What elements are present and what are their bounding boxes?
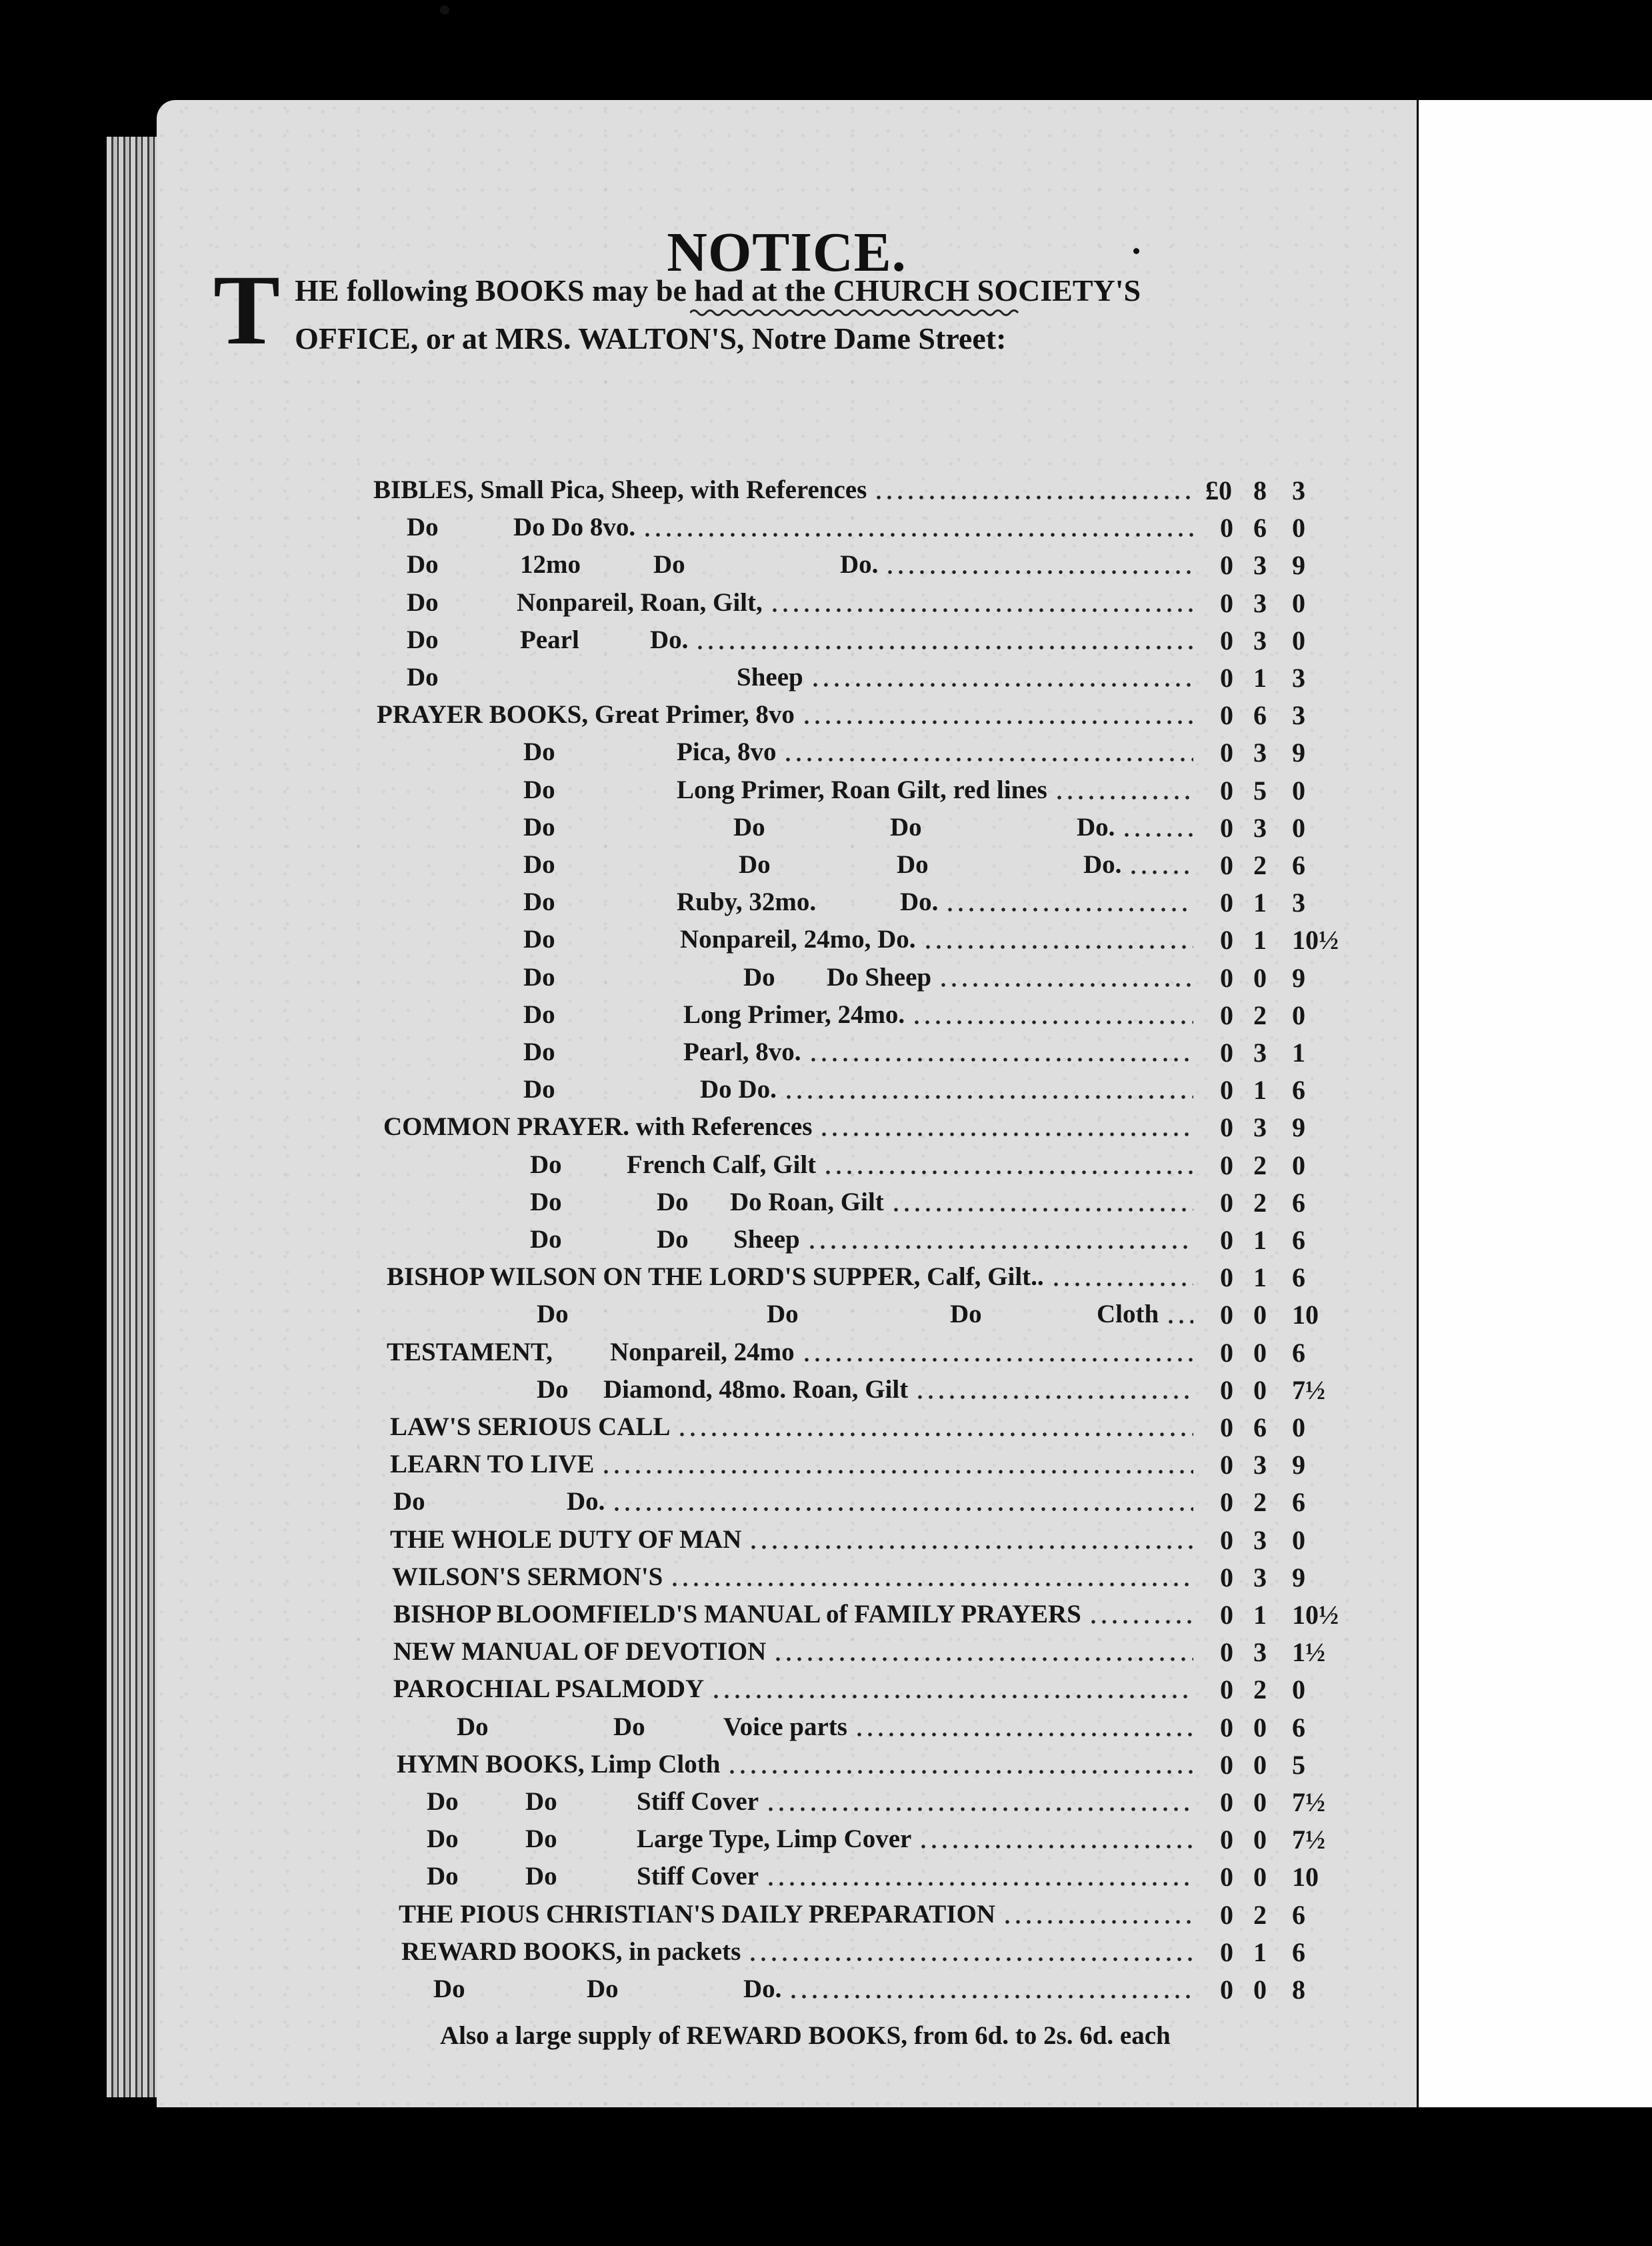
ink-speck [1133, 248, 1139, 254]
item-text-c3: Do Roan, Gilt [730, 1187, 884, 1216]
dot-leader [823, 1170, 1193, 1175]
price-shillings: 0 [1253, 1975, 1267, 2005]
list-item [0, 1824, 1652, 1861]
price-shillings: 3 [1253, 588, 1267, 618]
price-pounds: 0 [1220, 1262, 1233, 1293]
list-item [0, 1224, 1652, 1262]
list-item [0, 1562, 1652, 1599]
price-pence: 1½ [1292, 1637, 1325, 1668]
item-text-c1: Do [523, 1075, 555, 1104]
list-item [0, 625, 1652, 662]
price-shillings: 3 [1253, 550, 1267, 581]
price-pounds: 0 [1220, 1749, 1233, 1780]
item-text-c2: Do [613, 1712, 645, 1741]
price-pounds: 0 [1220, 1787, 1233, 1817]
price-pounds: 0 [1220, 775, 1233, 806]
price-shillings: 3 [1253, 1562, 1267, 1592]
list-item [0, 1262, 1652, 1299]
price-pounds: 0 [1220, 1487, 1233, 1518]
dot-leader [1165, 1319, 1193, 1324]
dot-leader [1002, 1919, 1193, 1925]
item-text-c2: Do [525, 1825, 557, 1854]
price-shillings: 1 [1253, 888, 1267, 918]
price-pounds: 0 [1220, 1000, 1233, 1030]
item-text-c2: Do [767, 1300, 799, 1329]
dot-leader [801, 1357, 1193, 1362]
price-pence: 3 [1292, 888, 1305, 918]
dot-leader [669, 1582, 1193, 1587]
dot-leader [1088, 1619, 1193, 1624]
item-text-c3: Sheep [733, 1225, 800, 1254]
price-pence: 7½ [1292, 1825, 1325, 1855]
dot-leader [765, 1881, 1193, 1887]
list-item [0, 1749, 1652, 1787]
item-text-c2: French Calf, Gilt [627, 1150, 817, 1179]
price-shillings: 6 [1253, 513, 1267, 543]
list-item [0, 700, 1652, 737]
item-text-c1: Do [407, 625, 439, 654]
list-item [0, 1000, 1652, 1037]
price-pounds: 0 [1220, 1899, 1233, 1930]
item-text-c1: BIBLES, Small Pica, Sheep, with References [373, 475, 867, 504]
item-text-c2: Do [739, 850, 771, 879]
item-text-c3: Do. [900, 888, 939, 917]
item-text-c4: Do. [1077, 812, 1115, 842]
price-shillings: 1 [1253, 663, 1267, 693]
price-shillings: 0 [1253, 962, 1267, 993]
item-text-c1: Do [523, 888, 555, 917]
item-text-c1: PAROCHIAL PSALMODY [393, 1674, 705, 1704]
list-item [0, 662, 1652, 700]
dot-leader [1128, 870, 1193, 875]
item-text-c2: Do [657, 1225, 689, 1254]
intro-line-1: HE following BOOKS may be had at the CHURCH SOCIETY'S [295, 273, 1141, 307]
item-text-c2: Nonpareil, 24mo [610, 1337, 795, 1366]
list-item [0, 512, 1652, 549]
list-item [0, 1187, 1652, 1224]
item-text-c1: TESTAMENT, [387, 1337, 553, 1366]
price-pence: 7½ [1292, 1374, 1325, 1405]
item-text-c4: Do. [1083, 850, 1122, 879]
dot-leader [677, 1432, 1193, 1437]
price-pence: 6 [1292, 1937, 1305, 1967]
item-text-c1: BISHOP BLOOMFIELD'S MANUAL of FAMILY PRAYERS [393, 1600, 1081, 1628]
item-text-c3: Stiff Cover [637, 1787, 759, 1816]
price-pence: 6 [1292, 1262, 1305, 1293]
dot-leader [783, 757, 1193, 762]
price-pence: 6 [1292, 850, 1305, 880]
price-pounds: 0 [1220, 1712, 1233, 1743]
price-shillings: 1 [1253, 925, 1267, 956]
price-shillings: 0 [1253, 1712, 1267, 1743]
price-shillings: 3 [1253, 1450, 1267, 1480]
dot-leader [911, 1020, 1193, 1025]
price-pounds: 0 [1220, 812, 1233, 843]
price-pence: 8 [1292, 1975, 1305, 2005]
dot-leader [873, 495, 1193, 500]
list-item [0, 1486, 1652, 1524]
ink-speck [440, 5, 449, 15]
price-pounds: 0 [1220, 1674, 1233, 1705]
price-pounds: 0 [1220, 1450, 1233, 1480]
price-pounds: 0 [1220, 1112, 1233, 1143]
price-pounds: 0 [1220, 1075, 1233, 1106]
price-pounds: 0 [1220, 625, 1233, 656]
price-shillings: 2 [1253, 1899, 1267, 1930]
item-text-c2: Ruby, 32mo. [677, 888, 817, 917]
item-text-c2: Do [733, 812, 765, 842]
price-shillings: 3 [1253, 812, 1267, 843]
price-pence: 0 [1292, 513, 1305, 543]
price-shillings: 8 [1253, 475, 1267, 505]
dot-leader [808, 1057, 1193, 1062]
dot-leader [747, 1957, 1193, 1962]
item-text-c1: WILSON'S SERMON'S [392, 1562, 663, 1591]
price-shillings: 0 [1253, 1749, 1267, 1780]
item-text-c2: Pearl [520, 625, 579, 654]
list-item [0, 588, 1652, 625]
price-pounds: 0 [1220, 1374, 1233, 1405]
price-shillings: 3 [1253, 738, 1267, 768]
intro-paragraph [213, 255, 1307, 365]
list-item [0, 1712, 1652, 1749]
price-pence: 5 [1292, 1749, 1305, 1780]
price-shillings: 0 [1253, 1337, 1267, 1368]
price-shillings: 1 [1253, 1262, 1267, 1293]
list-item [0, 737, 1652, 774]
item-text-c1: Do [530, 1150, 562, 1179]
price-pounds: 0 [1220, 1862, 1233, 1893]
price-pence: 6 [1292, 1337, 1305, 1368]
price-shillings: 0 [1253, 1374, 1267, 1405]
list-item [0, 1674, 1652, 1711]
price-pence: 0 [1292, 1412, 1305, 1442]
item-text-c1: COMMON PRAYER. with References [383, 1112, 813, 1142]
item-text-c1: BISHOP WILSON ON THE LORD'S SUPPER, Calf, Gilt.. [387, 1262, 1044, 1292]
price-pence: 9 [1292, 1112, 1305, 1143]
item-text-c3: Do [950, 1300, 982, 1329]
price-shillings: 2 [1253, 1150, 1267, 1180]
list-item [0, 475, 1652, 512]
price-pounds: 0 [1220, 1300, 1233, 1330]
dot-leader [810, 682, 1193, 688]
price-pounds: 0 [1220, 962, 1233, 993]
price-shillings: 0 [1253, 1825, 1267, 1855]
list-item [0, 1299, 1652, 1336]
list-item [0, 850, 1652, 887]
price-pounds: 0 [1220, 1412, 1233, 1442]
item-text-c2: Nonpareil, Roan, Gilt, [517, 588, 763, 617]
dot-leader [918, 1844, 1193, 1849]
price-pence: 10½ [1292, 925, 1339, 956]
footer-note: Also a large supply of REWARD BOOKS, from 6d. to 2s. 6d. each [440, 2021, 1171, 2050]
item-text-c4: Do. [840, 550, 879, 580]
list-item [0, 962, 1652, 1000]
price-pence: 6 [1292, 1899, 1305, 1930]
item-text-c1: PRAYER BOOKS, Great Primer, 8vo [377, 700, 795, 730]
list-item [0, 1150, 1652, 1187]
price-pence: 7½ [1292, 1787, 1325, 1817]
price-pounds: 0 [1220, 1524, 1233, 1555]
price-pounds: 0 [1220, 1600, 1233, 1630]
item-text-c3: Do. [743, 1975, 782, 2003]
item-text-c1: Do [523, 925, 555, 954]
price-shillings: 0 [1253, 1787, 1267, 1817]
price-pence: 10 [1292, 1862, 1319, 1893]
price-shillings: 1 [1253, 1225, 1267, 1255]
price-pounds: 0 [1220, 1150, 1233, 1180]
price-pence: 3 [1292, 700, 1305, 731]
dot-leader [611, 1506, 1193, 1512]
item-text-c2: Do. [567, 1487, 605, 1516]
item-text-c3: Do [653, 550, 685, 580]
item-text-c3: Sheep [737, 663, 803, 692]
price-pounds: 0 [1220, 700, 1233, 731]
item-text-c1: Do [433, 1975, 465, 2003]
drop-cap: T [213, 255, 281, 365]
item-text-c3: Voice parts [723, 1712, 847, 1741]
price-pence: 0 [1292, 625, 1305, 656]
list-item [0, 1599, 1652, 1636]
price-pence: 9 [1292, 1450, 1305, 1480]
item-text-c1: Do [537, 1300, 569, 1329]
price-pounds: 0 [1220, 1975, 1233, 2005]
price-pence: 10½ [1292, 1600, 1339, 1630]
price-pounds: £0 [1205, 475, 1232, 505]
price-shillings: 3 [1253, 1112, 1267, 1143]
item-text-c3: Do Sheep [827, 962, 932, 992]
list-item [0, 1037, 1652, 1074]
list-item [0, 1636, 1652, 1674]
item-text-c1: HYMN BOOKS, Limp Cloth [397, 1749, 721, 1779]
price-pounds: 0 [1220, 550, 1233, 581]
price-shillings: 6 [1253, 700, 1267, 731]
list-item [0, 1524, 1652, 1562]
price-pence: 9 [1292, 738, 1305, 768]
list-item [0, 1787, 1652, 1824]
dot-leader [1121, 832, 1193, 838]
dot-leader [788, 1994, 1193, 1999]
list-item [0, 1337, 1652, 1374]
list-item [0, 887, 1652, 924]
page-title: NOTICE. [667, 221, 907, 283]
item-text-c1: Do [457, 1712, 489, 1741]
price-shillings: 6 [1253, 1412, 1267, 1442]
price-pounds: 0 [1220, 888, 1233, 918]
price-shillings: 2 [1253, 1487, 1267, 1518]
item-text-c1: Do [523, 775, 555, 804]
price-pence: 6 [1292, 1712, 1305, 1743]
item-text-c1: LEARN TO LIVE [390, 1450, 595, 1479]
item-text-c1: Do [407, 663, 439, 692]
dot-leader [1051, 1282, 1193, 1287]
list-item [0, 1112, 1652, 1149]
price-pence: 6 [1292, 1187, 1305, 1218]
price-shillings: 2 [1253, 1187, 1267, 1218]
dot-leader [938, 982, 1193, 988]
item-text-c2: Do Do 8vo. [513, 513, 636, 542]
item-text-c2: Do [743, 962, 775, 992]
item-text-c1: Do [523, 962, 555, 992]
list-item [0, 775, 1652, 812]
price-shillings: 2 [1253, 1000, 1267, 1030]
dot-leader [783, 1094, 1193, 1100]
list-item [0, 1449, 1652, 1486]
price-shillings: 1 [1253, 1600, 1267, 1630]
list-item [0, 549, 1652, 587]
list-item [0, 1974, 1652, 2011]
price-pence: 6 [1292, 1225, 1305, 1255]
item-text-c1: Do [523, 850, 555, 879]
item-text-c1: Do [523, 1038, 555, 1066]
price-pence: 0 [1292, 1674, 1305, 1705]
price-pence: 6 [1292, 1487, 1305, 1518]
item-text-c1: Do [407, 588, 439, 617]
item-text-c2: Long Primer, Roan Gilt, red lines [677, 775, 1047, 804]
item-text-c2: Long Primer, 24mo. [683, 1000, 905, 1029]
price-pence: 9 [1292, 962, 1305, 993]
price-pounds: 0 [1220, 1225, 1233, 1255]
price-pence: 0 [1292, 1150, 1305, 1180]
dot-leader [945, 907, 1193, 912]
item-text-c1: Do [523, 738, 555, 767]
item-text-c1: Do [393, 1487, 425, 1516]
list-item [0, 1861, 1652, 1899]
item-text-c1: Do [523, 1000, 555, 1029]
price-shillings: 3 [1253, 1524, 1267, 1555]
dot-leader [854, 1732, 1193, 1737]
dot-leader [695, 645, 1193, 650]
dot-leader [885, 570, 1193, 575]
item-text-c3: Large Type, Limp Cover [637, 1825, 912, 1854]
item-text-c3: Do. [650, 625, 689, 654]
item-text-c2: Diamond, 48mo. Roan, Gilt [603, 1374, 909, 1404]
item-text-c3: Do [897, 850, 929, 879]
list-item [0, 1937, 1652, 1974]
dot-leader [915, 1394, 1193, 1400]
dot-leader [601, 1469, 1193, 1474]
list-item [0, 812, 1652, 850]
item-text-c2: Nonpareil, 24mo, Do. [680, 925, 916, 954]
price-pounds: 0 [1220, 925, 1233, 956]
price-pounds: 0 [1220, 1187, 1233, 1218]
price-shillings: 3 [1253, 1038, 1267, 1068]
price-pounds: 0 [1220, 850, 1233, 880]
item-text-c1: Do [530, 1225, 562, 1254]
price-pounds: 0 [1220, 1825, 1233, 1855]
price-pence: 0 [1292, 812, 1305, 843]
price-shillings: 2 [1253, 1674, 1267, 1705]
dot-leader [807, 1244, 1193, 1250]
dot-leader [642, 532, 1193, 537]
price-pence: 1 [1292, 1038, 1305, 1068]
item-text-c2: Do [587, 1975, 619, 2003]
item-text-c2: 12mo [520, 550, 581, 580]
dot-leader [769, 608, 1193, 613]
price-shillings: 3 [1253, 1637, 1267, 1668]
price-pence: 0 [1292, 775, 1305, 806]
price-pence: 10 [1292, 1300, 1319, 1330]
price-pence: 9 [1292, 550, 1305, 581]
list-item [0, 1412, 1652, 1449]
dot-leader [773, 1656, 1193, 1662]
dot-leader [1054, 795, 1193, 800]
price-pounds: 0 [1220, 513, 1233, 543]
dot-leader [765, 1807, 1193, 1812]
item-text-c1: REWARD BOOKS, in packets [401, 1937, 741, 1966]
item-text-c2: Do [525, 1787, 557, 1816]
price-shillings: 0 [1253, 1300, 1267, 1330]
price-shillings: 5 [1253, 775, 1267, 806]
item-text-c2: Pica, 8vo [677, 738, 777, 767]
dot-leader [923, 944, 1193, 950]
item-text-c1: LAW'S SERIOUS CALL [390, 1412, 671, 1441]
item-text-c2: Do Do. [700, 1075, 777, 1104]
dot-leader [819, 1132, 1193, 1137]
price-pounds: 0 [1220, 1937, 1233, 1967]
item-text-c3: Do [890, 812, 922, 842]
price-pence: 3 [1292, 475, 1305, 505]
item-text-c2: Do [657, 1187, 689, 1216]
dot-leader [748, 1544, 1193, 1550]
price-shillings: 1 [1253, 1075, 1267, 1106]
item-text-c1: THE PIOUS CHRISTIAN'S DAILY PREPARATION [399, 1899, 996, 1929]
dot-leader [891, 1207, 1193, 1212]
item-text-c1: Do [407, 513, 439, 542]
item-text-c1: Do [427, 1825, 459, 1854]
item-text-c1: Do [523, 812, 555, 842]
price-pounds: 0 [1220, 663, 1233, 693]
price-pence: 9 [1292, 1562, 1305, 1592]
item-text-c1: Do [530, 1187, 562, 1216]
item-text-c3: Stiff Cover [637, 1862, 759, 1891]
price-pounds: 0 [1220, 1038, 1233, 1068]
price-shillings: 1 [1253, 1937, 1267, 1967]
list-item [0, 924, 1652, 962]
item-text-c1: Do [407, 550, 439, 580]
item-text-c1: Do [537, 1374, 569, 1404]
item-text-c2: Do [525, 1862, 557, 1891]
item-text-c4: Cloth [1097, 1300, 1159, 1329]
item-text-c1: THE WHOLE DUTY OF MAN [390, 1524, 742, 1554]
item-text-c1: Do [427, 1862, 459, 1891]
price-pounds: 0 [1220, 1337, 1233, 1368]
price-shillings: 3 [1253, 625, 1267, 656]
price-pounds: 0 [1220, 1637, 1233, 1668]
price-pence: 3 [1292, 663, 1305, 693]
item-text-c2: Pearl, 8vo. [683, 1038, 801, 1066]
price-pounds: 0 [1220, 588, 1233, 618]
dot-leader [801, 720, 1193, 725]
price-pounds: 0 [1220, 738, 1233, 768]
price-pence: 0 [1292, 588, 1305, 618]
item-text-c1: Do [427, 1787, 459, 1816]
dot-leader [711, 1694, 1193, 1699]
list-item [0, 1899, 1652, 1937]
price-pence: 6 [1292, 1075, 1305, 1106]
dot-leader [727, 1769, 1193, 1775]
list-item [0, 1074, 1652, 1112]
list-item [0, 1374, 1652, 1412]
item-text-c1: NEW MANUAL OF DEVOTION [393, 1637, 767, 1666]
price-pence: 0 [1292, 1000, 1305, 1030]
price-pence: 0 [1292, 1524, 1305, 1555]
price-shillings: 0 [1253, 1862, 1267, 1893]
intro-line-2: OFFICE, or at MRS. WALTON'S, Notre Dame Street: [295, 321, 1007, 355]
price-pounds: 0 [1220, 1562, 1233, 1592]
price-shillings: 2 [1253, 850, 1267, 880]
